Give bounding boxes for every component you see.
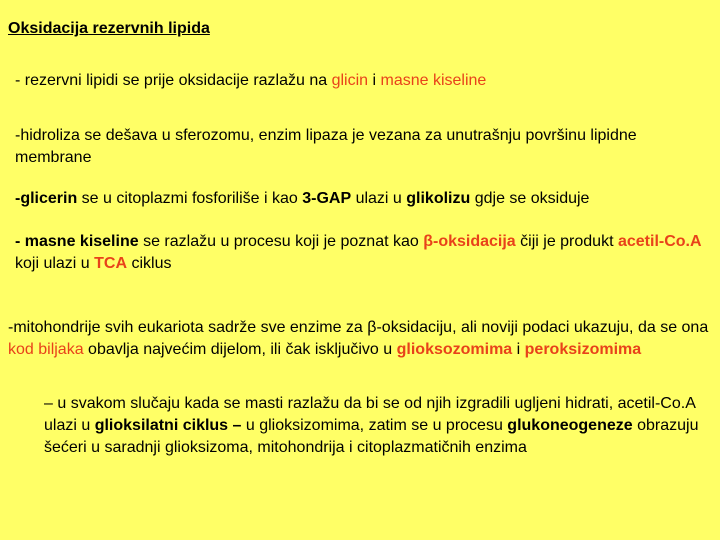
paragraph-glyoxylate-cycle — [44, 393, 716, 459]
p4-text-3: koji ulazi u — [15, 255, 95, 272]
gap-term: 3-GAP — [302, 190, 352, 207]
glyoxysomes-term: glioksozomima — [396, 341, 513, 358]
acetyl-coa-term: acetil-Co.A — [617, 233, 702, 250]
paragraph-hydrolysis: -hidroliza se dešava u sferozomu, enzim lipaza je vezana za unutrašnju površinu lipidne membrane — [15, 127, 637, 166]
p6-text-3: obrazuju šećeri u saradnji glioksizoma, mitohondrija i citoplazmatičnih enzima — [44, 417, 699, 456]
p5-text-2: obavlja najvećim dijelom, ili čak isključivo u — [83, 341, 397, 358]
p3-text-1: se u citoplazmi fosforiliše i kao — [77, 190, 303, 207]
p1-text-1: - rezervni lipidi se prije oksidacije razlažu na — [15, 72, 332, 89]
glyoxylate-cycle-term: glioksilatni ciklus – — [94, 417, 242, 434]
fatty-acids-bold-term: - masne kiseline — [15, 233, 139, 250]
p5-text-3: i — [512, 341, 525, 358]
glycerin-term: -glicerin — [15, 190, 78, 207]
glycolysis-term: glikolizu — [406, 190, 471, 207]
paragraph-mitochondria — [8, 317, 713, 361]
beta-oxidation-term: β-oksidacija — [423, 233, 516, 250]
paragraph-fatty-acids — [15, 231, 715, 275]
page-title: Oksidacija rezervnih lipida — [8, 20, 210, 37]
gluconeogenesis-term: glukoneogeneze — [507, 417, 633, 434]
paragraph-reserve-lipids — [15, 70, 715, 92]
p6-text-1: – u svakom slučaju kada se masti razlažu da bi se od njih izgradili ugljeni hidrati, acetil-Co.A ulazi u — [44, 395, 695, 434]
p4-text-2: čiji je produkt — [515, 233, 618, 250]
p4-text-1: se razlažu u procesu koji je poznat kao — [138, 233, 424, 250]
p1-text-2: i — [368, 72, 381, 89]
p4-text-4: ciklus — [127, 255, 172, 272]
tca-term: TCA — [94, 255, 128, 272]
p6-text-2: u glioksizomima, zatim se u procesu — [241, 417, 508, 434]
glicin-term: glicin — [331, 72, 369, 89]
fatty-acids-term: masne kiseline — [380, 72, 487, 89]
p3-text-2: ulazi u — [351, 190, 407, 207]
paragraph-glycerin — [15, 188, 715, 210]
p3-text-3: gdje se oksiduje — [470, 190, 590, 207]
peroxisomes-term: peroksizomima — [524, 341, 642, 358]
p5-text-1: -mitohondrije svih eukariota sadrže sve enzime za β-oksidaciju, ali noviji podaci ukazuju, da se ona — [8, 319, 709, 336]
plants-term: kod biljaka — [8, 341, 84, 358]
